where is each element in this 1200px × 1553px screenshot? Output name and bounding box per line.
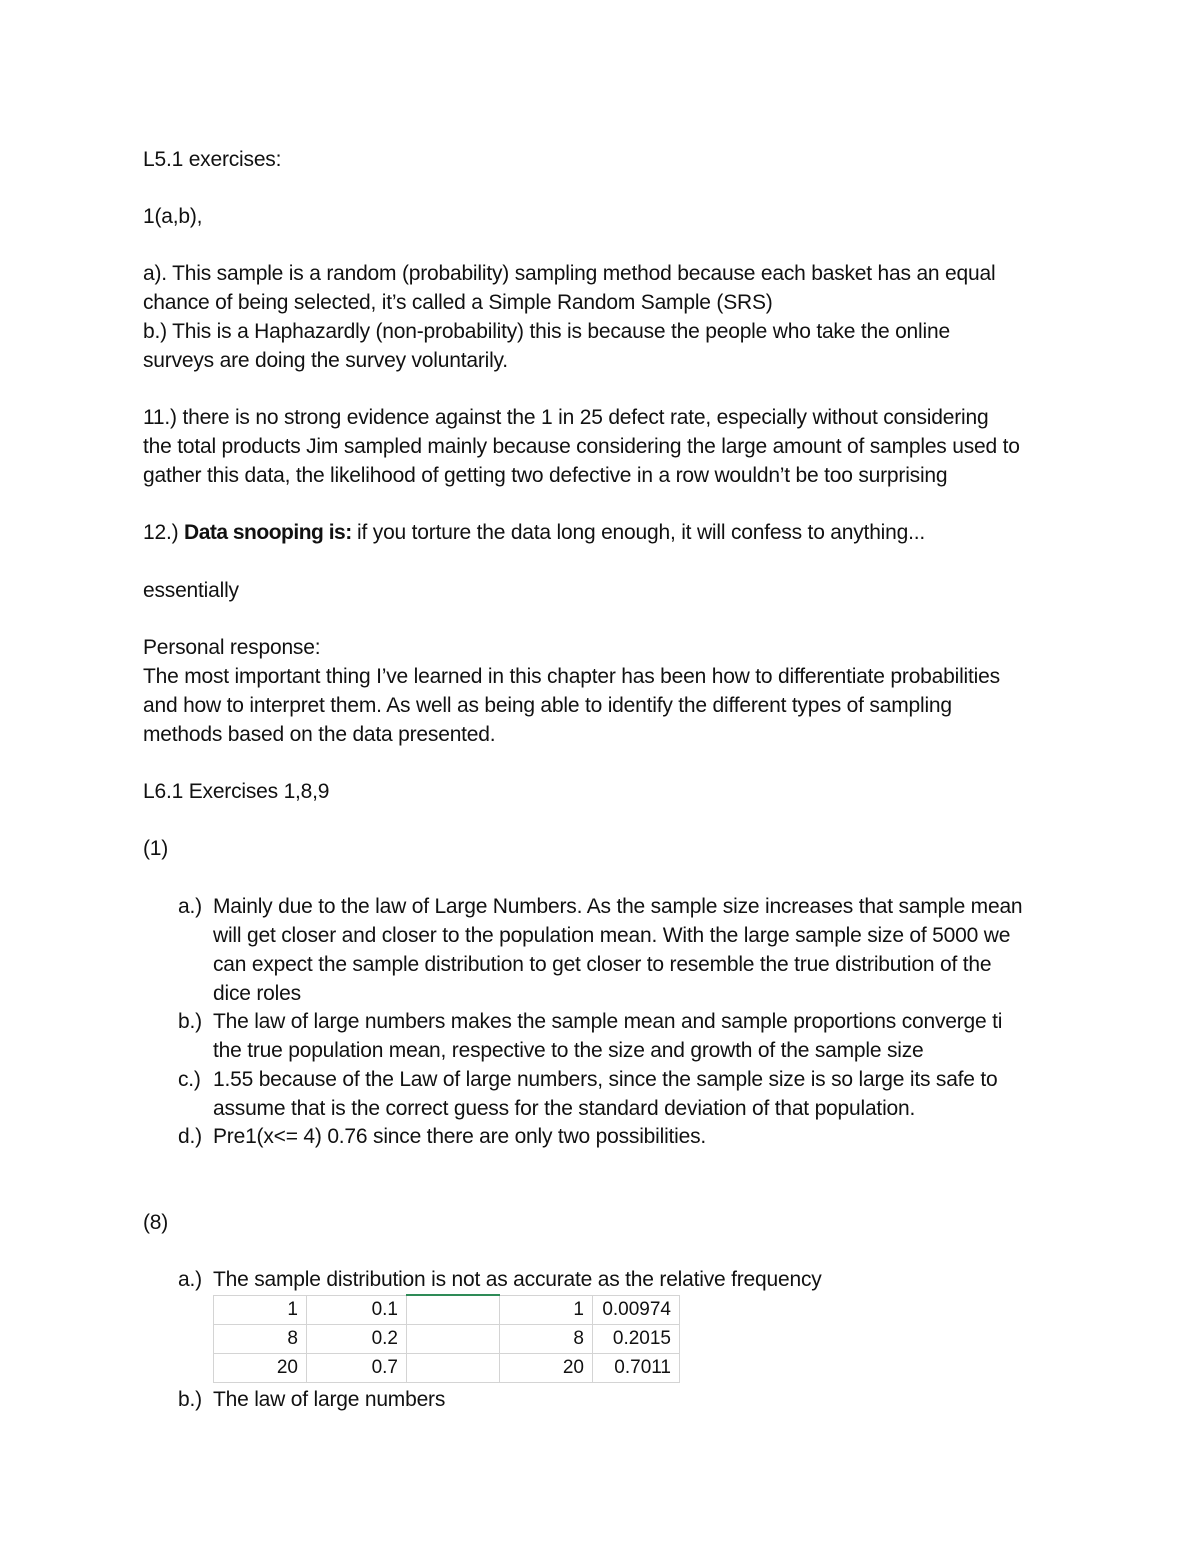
q12-bold-term: Data snooping is: (184, 521, 358, 544)
ex1-c-label: c.) (178, 1068, 201, 1091)
table-row (214, 1325, 680, 1354)
table-cell: 0.2015 (593, 1325, 680, 1354)
frequency-table (213, 1294, 680, 1383)
essentially-line: essentially (143, 579, 239, 602)
ex1-b-line-1: The law of large numbers makes the sample mean and sample proportions converge ti (213, 1010, 1003, 1033)
ex1-a-line-1: Mainly due to the law of Large Numbers. As the sample size increases that sample mean (213, 895, 1023, 918)
table-cell (407, 1354, 500, 1383)
ex8-b-label: b.) (178, 1388, 202, 1411)
ex8-a-line-1: The sample distribution is not as accurate as the relative frequency (213, 1268, 822, 1291)
ex1-a-label: a.) (178, 895, 202, 918)
q1b-line-2: surveys are doing the survey voluntarily. (143, 349, 508, 372)
ex1-b-label: b.) (178, 1010, 202, 1033)
table-cell: 1 (214, 1295, 307, 1325)
ex1-c-line-2: assume that is the correct guess for the standard deviation of that population. (213, 1097, 916, 1120)
table-cell: 8 (500, 1325, 593, 1354)
q11-line-2: the total products Jim sampled mainly because considering the large amount of samples used to (143, 435, 1020, 458)
table-cell: 8 (214, 1325, 307, 1354)
ex8-a-label: a.) (178, 1268, 202, 1291)
table-cell: 0.7 (307, 1354, 407, 1383)
table-cell: 1 (500, 1295, 593, 1325)
heading-l6-exercises: L6.1 Exercises 1,8,9 (143, 780, 330, 803)
ex1-d-line-1: Pre1(x<= 4) 0.76 since there are only two possibilities. (213, 1125, 707, 1148)
personal-line-3: methods based on the data presented. (143, 723, 496, 746)
exercise-1-label: (1) (143, 837, 169, 860)
ex8-b-line-1: The law of large numbers (213, 1388, 446, 1411)
ex1-d-label: d.) (178, 1125, 202, 1148)
ex1-a-line-3: can expect the sample distribution to get closer to resemble the true distribution of the (213, 953, 992, 976)
ex1-a-line-4: dice roles (213, 982, 301, 1005)
personal-response-title: Personal response: (143, 636, 321, 659)
q12-number: 12.) (143, 521, 185, 544)
table-cell: 0.7011 (593, 1354, 680, 1383)
personal-line-2: and how to interpret them. As well as being able to identify the different types of sampling (143, 694, 952, 717)
personal-line-1: The most important thing I’ve learned in this chapter has been how to differentiate probabilities (143, 665, 1000, 688)
table-row (214, 1295, 680, 1325)
table-cell (407, 1325, 500, 1354)
table-cell: 0.00974 (593, 1295, 680, 1325)
table-cell: 0.1 (307, 1295, 407, 1325)
ex1-b-line-2: the true population mean, respective to the size and growth of the sample size (213, 1039, 924, 1062)
q1b-line-1: b.) This is a Haphazardly (non-probability) this is because the people who take the online (143, 320, 950, 343)
ex1-a-line-2: will get closer and closer to the population mean. With the large sample size of 5000 we (213, 924, 1011, 947)
heading-l5-exercises: L5.1 exercises: (143, 148, 282, 171)
q11-line-3: gather this data, the likelihood of getting two defective in a row wouldn’t be too surprising (143, 464, 948, 487)
q1a-line-2: chance of being selected, it’s called a Simple Random Sample (SRS) (143, 291, 773, 314)
table-row (214, 1354, 680, 1383)
ex1-c-line-1: 1.55 because of the Law of large numbers, since the sample size is so large its safe to (213, 1068, 998, 1091)
q12-quote: if you torture the data long enough, it will confess to anything... (357, 521, 926, 544)
exercise-8-label: (8) (143, 1211, 169, 1234)
table-cell: 20 (500, 1354, 593, 1383)
table-cell: 0.2 (307, 1325, 407, 1354)
q1a-line-1: a). This sample is a random (probability) sampling method because each basket has an equal (143, 262, 996, 285)
table-cell: 20 (214, 1354, 307, 1383)
q11-line-1: 11.) there is no strong evidence against the 1 in 25 defect rate, especially without considering (143, 406, 989, 429)
q12-line (143, 518, 925, 547)
table-cell (407, 1295, 500, 1325)
question-1-parts: 1(a,b), (143, 205, 203, 228)
